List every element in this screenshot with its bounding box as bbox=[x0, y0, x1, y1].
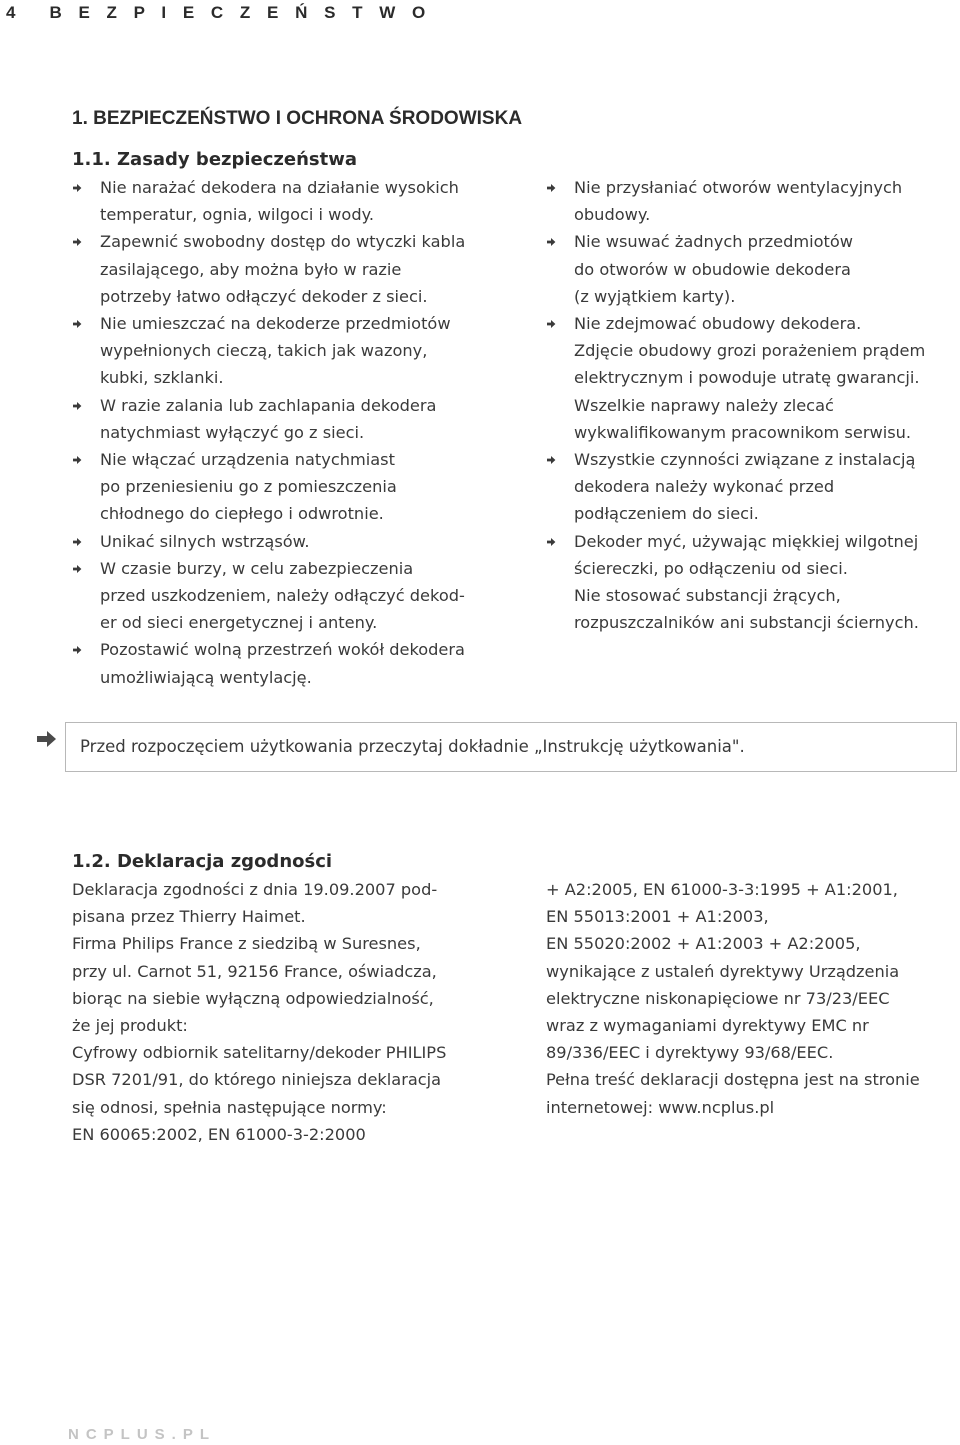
list-item-line: wykwalifikowanym pracownikom serwisu. bbox=[574, 422, 912, 442]
declaration-line: Pełna treść deklaracji dostępna jest na stronie bbox=[546, 1070, 920, 1090]
declaration-text-left bbox=[72, 876, 492, 1148]
list-item-line: Nie stosować substancji żrących, bbox=[574, 586, 841, 606]
list-item-line: Pozostawić wolną przestrzeń wokół dekodera bbox=[100, 640, 465, 660]
list-item-line: obudowy. bbox=[574, 205, 651, 225]
safety-subtitle: 1.1. Zasady bezpieczeństwa bbox=[72, 149, 358, 170]
list-item-line: kubki, szklanki. bbox=[100, 368, 224, 388]
declaration-line: Deklaracja zgodności z dnia 19.09.2007 pod- bbox=[72, 880, 438, 899]
list-item-line: umożliwiającą wentylację. bbox=[100, 667, 312, 687]
arrow-bullet-icon bbox=[72, 237, 82, 247]
declaration-line: Cyfrowy odbiornik satelitarny/dekoder PHILIPS bbox=[72, 1043, 447, 1063]
list-item-line: Zapewnić swobodny dostęp do wtyczki kabla bbox=[100, 232, 466, 252]
page-header bbox=[6, 2, 431, 24]
list-item bbox=[72, 636, 492, 690]
declaration-line: wynikające z ustaleń dyrektywy Urządzenia bbox=[546, 961, 900, 981]
list-item-line: Nie włączać urządzenia natychmiast bbox=[100, 450, 395, 470]
declaration-line: DSR 7201/91, do którego niniejsza deklaracja bbox=[72, 1070, 442, 1090]
list-item bbox=[72, 174, 492, 228]
declaration-line: że jej produkt: bbox=[72, 1016, 188, 1036]
list-item-line: elektrycznym i powoduje utratę gwarancji. bbox=[574, 368, 920, 388]
list-item-line: przed uszkodzeniem, należy odłączyć dekod- bbox=[100, 586, 465, 606]
list-item bbox=[72, 228, 492, 310]
notice-box bbox=[30, 722, 958, 774]
safety-list-left bbox=[72, 174, 492, 691]
list-item-line: zasilającego, aby można było w razie bbox=[100, 259, 402, 279]
list-item bbox=[546, 174, 946, 228]
list-item-line: potrzeby łatwo odłączyć dekoder z sieci. bbox=[100, 286, 428, 306]
declaration-line: internetowej: www.ncplus.pl bbox=[546, 1097, 775, 1117]
list-item-line: Unikać silnych wstrząsów. bbox=[100, 531, 310, 551]
list-item-line: wypełnionych cieczą, takich jak wazony, bbox=[100, 341, 428, 361]
running-title: B E Z P I E C Z E Ń S T W O bbox=[49, 3, 432, 22]
notice-text: Przed rozpoczęciem użytkowania przeczytaj dokładnie „Instrukcję użytkowania". bbox=[80, 737, 745, 756]
declaration-line: wraz z wymaganiami dyrektywy EMC nr bbox=[546, 1016, 869, 1036]
arrow-bullet-icon bbox=[72, 645, 82, 655]
arrow-bullet-icon bbox=[72, 455, 82, 465]
declaration-line: biorąc na siebie wyłączną odpowiedzialność, bbox=[72, 988, 434, 1008]
section-title: 1. BEZPIECZEŃSTWO I OCHRONA ŚRODOWISKA bbox=[72, 108, 523, 129]
declaration-line: się odnosi, spełnia następujące normy: bbox=[72, 1097, 387, 1117]
arrow-bullet-icon bbox=[546, 183, 556, 193]
arrow-bullet-icon bbox=[546, 455, 556, 465]
list-item-line: Wszystkie czynności związane z instalacją bbox=[574, 450, 916, 470]
list-item-line: Nie narażać dekodera na działanie wysokich bbox=[100, 178, 459, 197]
list-item-line: (z wyjątkiem karty). bbox=[574, 286, 736, 306]
list-item-line: po przeniesieniu go z pomieszczenia bbox=[100, 477, 397, 497]
list-item-line: Nie zdejmować obudowy dekodera. bbox=[574, 314, 862, 334]
declaration-line: EN 55020:2002 + A1:2003 + A2:2005, bbox=[546, 934, 861, 954]
arrow-bullet-icon bbox=[72, 319, 82, 329]
page-number: 4 bbox=[6, 3, 16, 22]
list-item-line: Dekoder myć, używając miękkiej wilgotnej bbox=[574, 531, 919, 551]
arrow-bullet-icon bbox=[72, 401, 82, 411]
list-item-line: er od sieci energetycznej i anteny. bbox=[100, 613, 378, 633]
list-item-line: Nie umieszczać na dekoderze przedmiotów bbox=[100, 314, 451, 334]
list-item bbox=[72, 392, 492, 446]
declaration-line: + A2:2005, EN 61000-3-3:1995 + A1:2001, bbox=[546, 880, 898, 899]
list-item-line: chłodnego do ciepłego i odwrotnie. bbox=[100, 504, 384, 524]
arrow-bullet-icon bbox=[72, 537, 82, 547]
list-item-line: podłączeniem do sieci. bbox=[574, 504, 759, 524]
list-item-line: Nie wsuwać żadnych przedmiotów bbox=[574, 232, 854, 252]
list-item-line: do otworów w obudowie dekodera bbox=[574, 259, 851, 279]
arrow-bullet-icon bbox=[546, 319, 556, 329]
list-item bbox=[72, 555, 492, 637]
list-item-line: Nie przysłaniać otworów wentylacyjnych bbox=[574, 178, 903, 197]
arrow-bullet-icon bbox=[546, 237, 556, 247]
declaration-line: elektryczne niskonapięciowe nr 73/23/EEC bbox=[546, 988, 890, 1008]
list-item bbox=[546, 528, 946, 637]
arrow-bullet-icon bbox=[72, 183, 82, 193]
declaration-subtitle: 1.2. Deklaracja zgodności bbox=[72, 851, 333, 872]
list-item-line: dekodera należy wykonać przed bbox=[574, 477, 835, 497]
declaration-line: 89/336/EEC i dyrektywy 93/68/EEC. bbox=[546, 1043, 834, 1063]
list-item-line: Wszelkie naprawy należy zlecać bbox=[574, 395, 834, 415]
footer-brand: NCPLUS.PL bbox=[68, 1426, 217, 1443]
declaration-line: EN 55013:2001 + A1:2003, bbox=[546, 907, 769, 927]
list-item bbox=[546, 446, 946, 528]
safety-list-right bbox=[546, 174, 946, 636]
list-item-line: rozpuszczalników ani substancji ściernych. bbox=[574, 613, 919, 633]
declaration-line: Firma Philips France z siedzibą w Suresnes, bbox=[72, 934, 421, 954]
declaration-text-right bbox=[546, 876, 956, 1121]
list-item-line: natychmiast wyłączyć go z sieci. bbox=[100, 422, 365, 442]
list-item bbox=[546, 228, 946, 310]
arrow-bullet-icon bbox=[72, 564, 82, 574]
arrow-right-icon bbox=[30, 722, 64, 756]
list-item bbox=[72, 446, 492, 528]
list-item-line: temperatur, ognia, wilgoci i wody. bbox=[100, 205, 375, 225]
arrow-bullet-icon bbox=[546, 537, 556, 547]
list-item-line: Zdjęcie obudowy grozi porażeniem prądem bbox=[574, 341, 926, 361]
list-item-line: W czasie burzy, w celu zabezpieczenia bbox=[100, 558, 414, 578]
list-item-line: W razie zalania lub zachlapania dekodera bbox=[100, 395, 437, 415]
list-item bbox=[72, 310, 492, 392]
declaration-line: pisana przez Thierry Haimet. bbox=[72, 907, 306, 927]
list-item bbox=[546, 310, 946, 446]
list-item bbox=[72, 528, 492, 555]
declaration-line: EN 60065:2002, EN 61000-3-2:2000 bbox=[72, 1124, 366, 1144]
list-item-line: ściereczki, po odłączeniu od sieci. bbox=[574, 558, 848, 578]
declaration-line: przy ul. Carnot 51, 92156 France, oświadcza, bbox=[72, 961, 437, 981]
